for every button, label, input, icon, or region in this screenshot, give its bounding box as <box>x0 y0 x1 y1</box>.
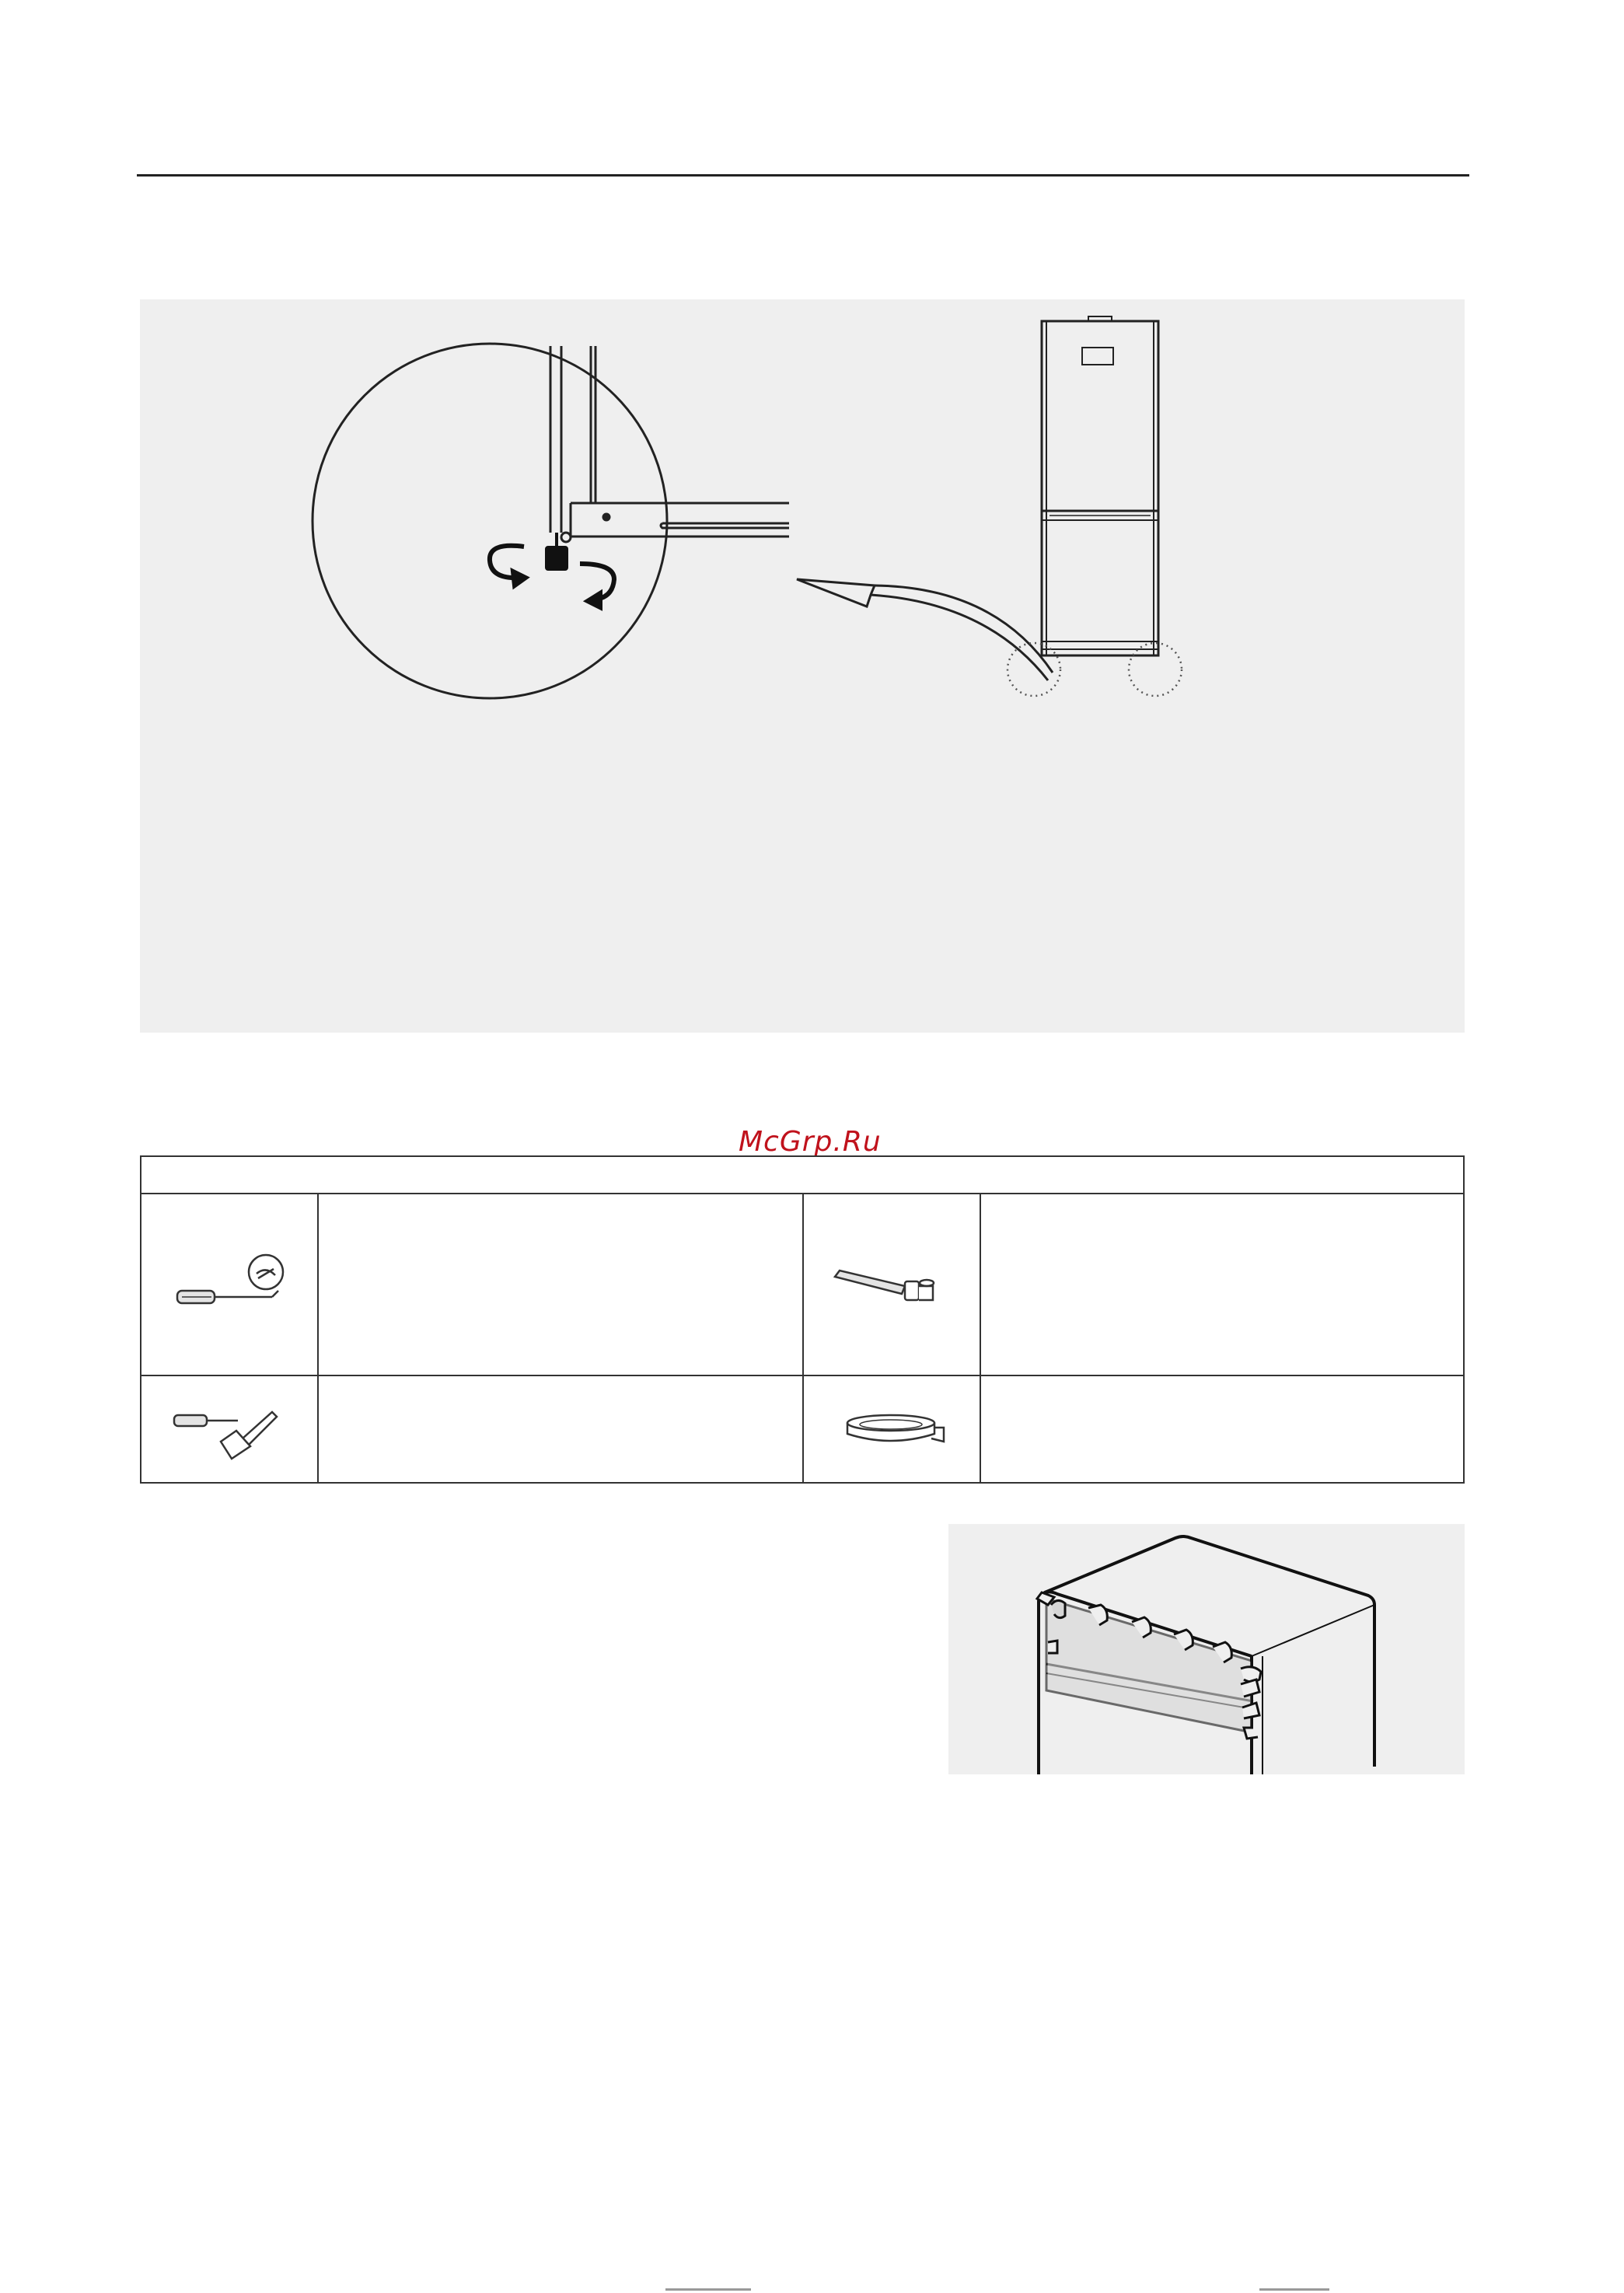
tape-roll-icon <box>804 1376 980 1482</box>
tool-description-cell <box>981 1376 1463 1482</box>
flat-screwdriver-icon <box>141 1376 317 1482</box>
tool-description-cell <box>319 1376 804 1482</box>
tool-icon-cell <box>141 1376 319 1482</box>
top-rule <box>137 174 1469 177</box>
fridge-top-illustration <box>948 1524 1465 1774</box>
tool-description-cell <box>319 1194 804 1376</box>
phillips-screwdriver-icon <box>141 1194 317 1375</box>
tool-description-cell <box>981 1194 1463 1376</box>
leveling-figure <box>140 299 1465 1033</box>
socket-wrench-icon <box>804 1194 980 1375</box>
hinge-cover-tabs <box>1037 1592 1261 1739</box>
footer-mark <box>665 2288 751 2291</box>
fridge-top-figure <box>948 1524 1465 1774</box>
tool-icon-cell <box>804 1194 981 1376</box>
zoom-circle <box>313 344 667 698</box>
watermark: McGrp.Ru <box>739 1126 882 1158</box>
leveling-illustration <box>140 299 1465 1033</box>
tool-icon-cell <box>804 1376 981 1482</box>
pointer-arrow <box>797 579 1053 680</box>
tools-table-header <box>141 1157 1463 1194</box>
footer-mark <box>1259 2288 1329 2291</box>
tool-icon-cell <box>141 1194 319 1376</box>
tools-table <box>140 1155 1465 1484</box>
fridge <box>1042 316 1158 655</box>
